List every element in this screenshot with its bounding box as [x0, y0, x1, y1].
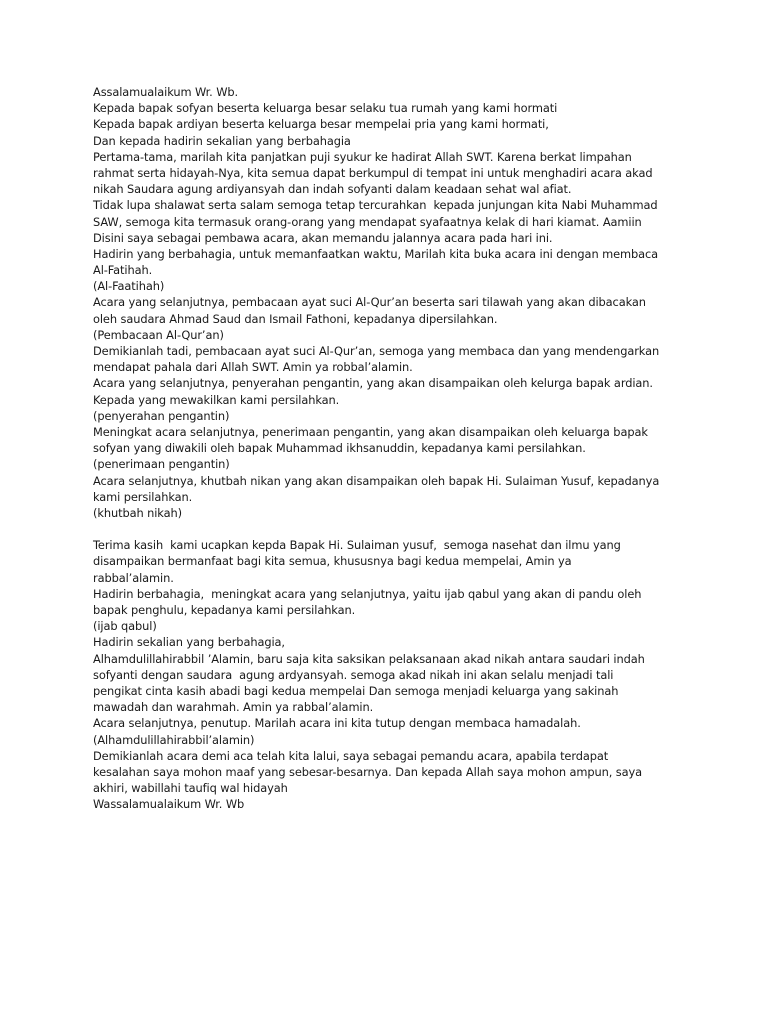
text-line: Wassalamualaikum Wr. Wb — [93, 797, 245, 812]
text-line: pengikat cinta kasih abadi bagi kedua mempelai Dan semoga menjadi keluarga yang sakinah — [93, 683, 619, 698]
text-line: SAW, semoga kita termasuk orang-orang yang mendapat syafaatnya kelak di hari kiamat. Aamiin — [93, 214, 642, 229]
text-line: kesalahan saya mohon maaf yang sebesar-besarnya. Dan kepada Allah saya mohon ampun, saya — [93, 764, 643, 779]
text-line: Kepada bapak sofyan beserta keluarga besar selaku tua rumah yang kami hormati — [93, 101, 558, 116]
text-line: akhiri, wabillahi taufiq wal hidayah — [93, 781, 288, 796]
text-line: Hadirin yang berbahagia, untuk memanfaatkan waktu, Marilah kita buka acara ini dengan membaca — [93, 246, 659, 261]
text-line: Dan kepada hadirin sekalian yang berbahagia — [93, 133, 351, 148]
text-line: Acara yang selanjutnya, penyerahan pengantin, yang akan disampaikan oleh kelurga bapak ardian. — [93, 376, 653, 391]
text-line: Meningkat acara selanjutnya, penerimaan pengantin, yang akan disampaikan oleh keluarga bapak — [93, 424, 648, 439]
text-line: sofyanti dengan saudara agung ardyansyah. semoga akad nikah ini akan selalu menjadi tali — [93, 667, 614, 682]
text-line: Tidak lupa shalawat serta salam semoga tetap tercurahkan kepada junjungan kita Nabi Muhammad — [93, 198, 658, 213]
text-line: Alhamdulillahirabbil ’Alamin, baru saja kita saksikan pelaksanaan akad nikah antara saudari indah — [93, 651, 645, 666]
text-line: Kepada bapak ardiyan beserta keluarga besar mempelai pria yang kami hormati, — [93, 117, 549, 132]
text-line: rahmat serta hidayah-Nya, kita semua dapat berkumpul di tempat ini untuk menghadiri acara akad — [93, 165, 653, 180]
text-line: sofyan yang diwakili oleh bapak Muhammad ikhsanuddin, kepadanya kami persilahkan. — [93, 441, 586, 456]
text-line: Hadirin sekalian yang berbahagia, — [93, 635, 285, 650]
text-line: Demikianlah tadi, pembacaan ayat suci Al-Qur’an, semoga yang membaca dan yang mendengarkan — [93, 344, 660, 358]
text-line: nikah Saudara agung ardiyansyah dan indah sofyanti dalam keadaan sehat wal afiat. — [93, 182, 572, 197]
text-line: Pertama-tama, marilah kita panjatkan puji syukur ke hadirat Allah SWT. Karena berkat limpahan — [93, 149, 632, 164]
text-line: Acara selanjutnya, penutup. Marilah acara ini kita tutup dengan membaca hamadalah. — [93, 716, 581, 731]
text-line: Al-Fatihah. — [93, 263, 153, 278]
text-line: Demikianlah acara demi aca telah kita lalui, saya sebagai pemandu acara, apabila terdapat — [93, 748, 609, 763]
text-line: (penerimaan pengantin) — [93, 457, 230, 472]
text-line: (Al-Faatihah) — [93, 279, 165, 294]
text-line: (khutbah nikah) — [93, 505, 182, 520]
text-line: (Pembacaan Al-Qur’an) — [93, 327, 224, 342]
text-line: Kepada yang mewakilkan kami persilahkan. — [93, 392, 340, 407]
text-line: Terima kasih kami ucapkan kepda Bapak Hi. Sulaiman yusuf, semoga nasehat dan ilmu yang — [93, 538, 621, 553]
text-line: Assalamualaikum Wr. Wb. — [93, 85, 239, 99]
text-line: Acara selanjutnya, khutbah nikan yang akan disampaikan oleh bapak Hi. Sulaiman Yusuf, kepadanya — [93, 473, 660, 488]
text-line: rabbal’alamin. — [93, 570, 174, 585]
text-line: disampaikan bermanfaat bagi kita semua, khususnya bagi kedua mempelai, Amin ya — [93, 554, 572, 569]
text-line: oleh saudara Ahmad Saud dan Ismail Fathoni, kepadanya dipersilahkan. — [93, 311, 498, 326]
text-line: mendapat pahala dari Allah SWT. Amin ya robbal’alamin. — [93, 360, 413, 375]
text-line: bapak penghulu, kepadanya kami persilahkan. — [93, 603, 356, 617]
text-line: kami persilahkan. — [93, 489, 193, 504]
text-line: Disini saya sebagai pembawa acara, akan memandu jalannya acara pada hari ini. — [93, 230, 553, 245]
text-line: (Alhamdulillahirabbil’alamin) — [93, 732, 255, 747]
text-line: Hadirin berbahagia, meningkat acara yang selanjutnya, yaitu ijab qabul yang akan di pandu oleh — [93, 586, 642, 601]
document-body — [93, 84, 693, 812]
text-line: (penyerahan pengantin) — [93, 408, 230, 423]
text-line: (ijab qabul) — [93, 619, 157, 634]
text-line: mawadah dan warahmah. Amin ya rabbal’alamin. — [93, 700, 374, 715]
text-line: Acara yang selanjutnya, pembacaan ayat suci Al-Qur’an beserta sari tilawah yang akan dibacakan — [93, 295, 646, 310]
paragraph-break — [93, 521, 693, 537]
